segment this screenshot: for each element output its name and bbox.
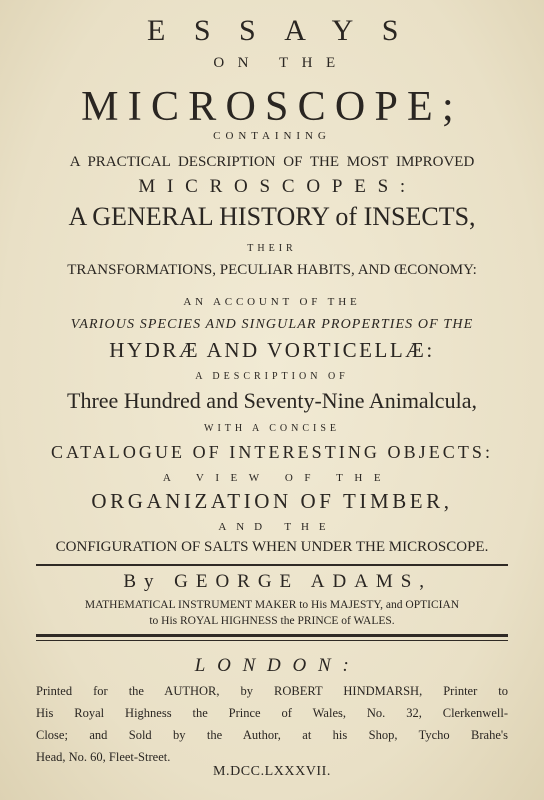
author-byline: By GEORGE ADAMS, [123,571,433,592]
rule-top [36,564,508,566]
with-a-concise-line: WITH A CONCISE [204,423,340,434]
containing-line: CONTAINING [213,130,331,142]
an-account-line: AN ACCOUNT OF THE [183,296,361,308]
their-line: THEIR [247,243,297,254]
organization-line: ORGANIZATION OF TIMBER, [91,489,453,513]
author-title-line1: MATHEMATICAL INSTRUMENT MAKER to His MAJESTY, and OPTICIAN [84,599,460,611]
catalogue-line: CATALOGUE OF INTERESTING OBJECTS: [50,442,494,462]
imprint-city: LONDON: [194,655,361,676]
imprint-block [36,680,508,768]
author-title-line2: to His ROYAL HIGHNESS the PRINCE of WALES. [149,615,395,627]
various-species-line: VARIOUS SPECIES AND SINGULAR PROPERTIES OF THE [70,317,474,332]
hydrae-line: HYDRÆ AND VORTICELLÆ: [109,338,435,362]
essays-heading: ESSAYS [147,14,427,47]
animalcula-line: Three Hundred and Seventy-Nine Animalcula, [67,388,477,413]
microscopes-line: MICROSCOPES: [138,176,417,197]
microscope-heading: MICROSCOPE; [81,84,463,130]
general-history-line: A GENERAL HISTORY of INSECTS, [68,202,476,231]
imprint-line1: Printed for the AUTHOR, by ROBERT HINDMARSH, Printer to [36,684,508,698]
transformations-line: TRANSFORMATIONS, PECULIAR HABITS, AND ŒCONOMY: [67,262,477,278]
a-description-line: A DESCRIPTION OF [195,371,349,382]
imprint-line4: Head, No. 60, Fleet-Street. [36,750,171,764]
imprint-line2: His Royal Highness the Prince of Wales, No. 32, Clerkenwell- [36,706,508,720]
rule-double-thin [36,640,508,641]
imprint-date: M.DCC.LXXXVII. [213,764,331,779]
practical-description-line: A PRACTICAL DESCRIPTION OF THE MOST IMPROVED [69,154,475,170]
imprint-line3: Close; and Sold by the Author, at his Shop, Tycho Brahe's [36,728,508,742]
and-the-line: AND THE [218,521,336,533]
a-view-line: A VIEW OF THE [162,472,393,484]
on-the-line: ON THE [213,55,349,71]
configuration-line: CONFIGURATION OF SALTS WHEN UNDER THE MICROSCOPE. [55,539,489,555]
rule-double-thick [36,634,508,637]
